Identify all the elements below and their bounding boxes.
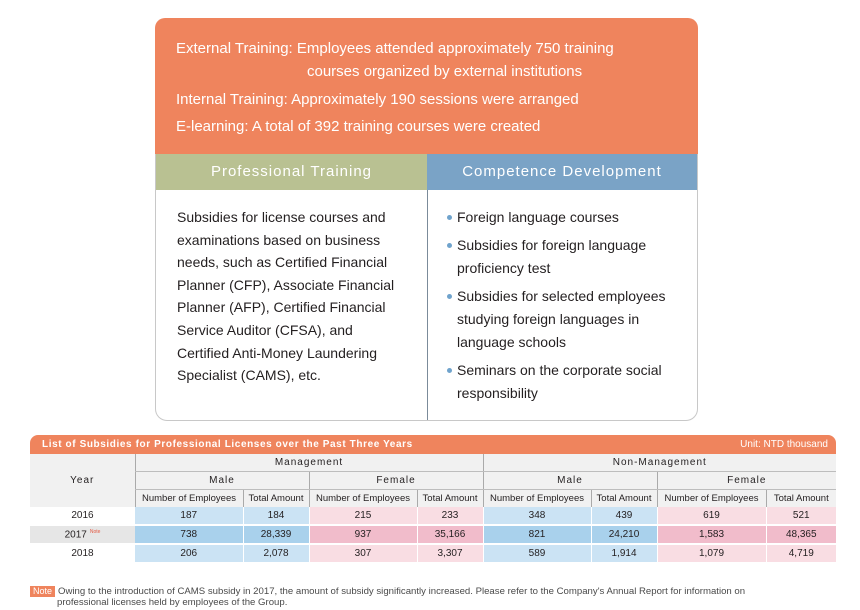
footnote-line-2: professional licenses held by employees of the Group. bbox=[57, 597, 288, 608]
column-header: Number of Employees bbox=[657, 490, 766, 508]
table-cell: 187 bbox=[135, 507, 243, 525]
non-management-female-header: Female bbox=[657, 472, 836, 490]
footnote-line-1: Owing to the introduction of CAMS subsidy in 2017, the amount of subsidy significantly increased. Please refer to the Company's Annual Report for information on bbox=[58, 586, 746, 597]
professional-training-heading: Professional Training bbox=[156, 154, 427, 190]
bullet-dot-icon bbox=[447, 368, 452, 373]
description-line: needs, such as Certified Financial bbox=[177, 254, 388, 271]
professional-training-description bbox=[177, 206, 417, 387]
table-cell: 28,339 bbox=[243, 525, 309, 544]
description-line: Service Auditor (CFSA), and bbox=[177, 321, 353, 338]
table-cell: 206 bbox=[135, 544, 243, 563]
bullet-dot-icon bbox=[447, 294, 452, 299]
management-male-header: Male bbox=[135, 472, 309, 490]
table-cell: 4,719 bbox=[766, 544, 836, 563]
list-item: Subsidies for selected employees studying foreign languages in language schools bbox=[447, 285, 687, 354]
column-header: Number of Employees bbox=[483, 490, 591, 508]
note-marker: Note bbox=[89, 528, 101, 535]
table-cell: 48,365 bbox=[766, 525, 836, 544]
column-header: Total Amount bbox=[243, 490, 309, 508]
year-cell: 2016 bbox=[30, 507, 135, 525]
table-cell: 348 bbox=[483, 507, 591, 525]
column-header: Total Amount bbox=[417, 490, 483, 508]
table-cell: 2,078 bbox=[243, 544, 309, 563]
year-cell: 2018 bbox=[30, 544, 135, 563]
table-row bbox=[30, 507, 836, 525]
table-cell: 215 bbox=[309, 507, 417, 525]
training-summary-box bbox=[155, 18, 698, 154]
table-cell: 1,079 bbox=[657, 544, 766, 563]
description-line: Specialist (CAMS), etc. bbox=[177, 367, 321, 384]
non-management-header: Non-Management bbox=[483, 454, 836, 472]
table-cell: 24,210 bbox=[591, 525, 657, 544]
description-line: Certified Anti-Money Laundering bbox=[177, 344, 378, 361]
description-line: Planner (CFP), Associate Financial bbox=[177, 276, 395, 293]
description-line: examinations based on business bbox=[177, 231, 381, 248]
column-divider bbox=[427, 190, 428, 420]
table-cell: 35,166 bbox=[417, 525, 483, 544]
list-item: Subsidies for foreign language proficiency test bbox=[447, 234, 687, 280]
bullet-dot-icon bbox=[447, 215, 452, 220]
column-header: Number of Employees bbox=[309, 490, 417, 508]
management-female-header: Female bbox=[309, 472, 483, 490]
description-line: Planner (AFP), Certified Financial bbox=[177, 299, 386, 316]
table-cell: 738 bbox=[135, 525, 243, 544]
elearning-text: E-learning: A total of 392 training courses were created bbox=[176, 118, 541, 135]
subsidies-table bbox=[30, 454, 836, 564]
table-cell: 619 bbox=[657, 507, 766, 525]
competence-development-heading: Competence Development bbox=[427, 154, 697, 190]
non-management-male-header: Male bbox=[483, 472, 657, 490]
external-training-text: External Training: Employees attended approximately 750 training bbox=[176, 40, 614, 57]
table-cell: 184 bbox=[243, 507, 309, 525]
table-cell: 307 bbox=[309, 544, 417, 563]
table-cell: 233 bbox=[417, 507, 483, 525]
competence-development-list bbox=[447, 206, 687, 410]
subsidies-table-title: List of Subsidies for Professional Licenses over the Past Three Years bbox=[42, 439, 413, 450]
internal-training-text: Internal Training: Approximately 190 sessions were arranged bbox=[176, 91, 579, 108]
table-footnote bbox=[30, 586, 836, 608]
list-item: Seminars on the corporate social responsibility bbox=[447, 359, 687, 405]
training-categories-panel bbox=[155, 154, 698, 421]
description-line: Subsidies for license courses and bbox=[177, 209, 386, 225]
year-header: Year bbox=[30, 454, 135, 507]
table-cell: 937 bbox=[309, 525, 417, 544]
table-cell: 521 bbox=[766, 507, 836, 525]
list-item: Foreign language courses bbox=[447, 206, 687, 229]
column-header: Total Amount bbox=[766, 490, 836, 508]
table-cell: 821 bbox=[483, 525, 591, 544]
management-header: Management bbox=[135, 454, 483, 472]
note-badge: Note bbox=[30, 586, 55, 597]
bullet-dot-icon bbox=[447, 243, 452, 248]
table-cell: 439 bbox=[591, 507, 657, 525]
table-cell: 1,583 bbox=[657, 525, 766, 544]
table-cell: 3,307 bbox=[417, 544, 483, 563]
subsidies-table-header bbox=[30, 435, 836, 454]
table-row bbox=[30, 525, 836, 544]
year-cell: 2017 $^{Note}$ bbox=[30, 525, 135, 544]
column-header: Number of Employees bbox=[135, 490, 243, 508]
unit-label: Unit: NTD thousand bbox=[740, 439, 828, 450]
column-header: Total Amount bbox=[591, 490, 657, 508]
table-cell: 589 bbox=[483, 544, 591, 563]
table-row bbox=[30, 544, 836, 563]
table-cell: 1,914 bbox=[591, 544, 657, 563]
external-training-text-cont: courses organized by external institutions bbox=[307, 63, 583, 80]
